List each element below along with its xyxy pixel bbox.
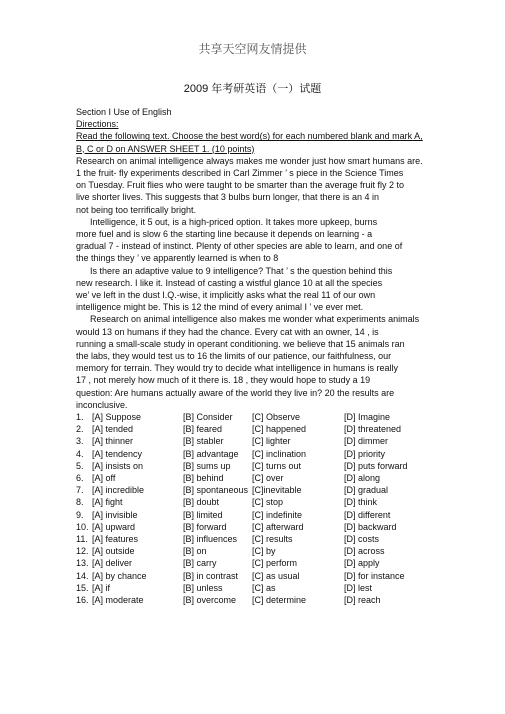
question-number: 4. xyxy=(76,448,84,459)
option-b[interactable]: [B] sums up xyxy=(183,460,231,471)
question-number: 13. xyxy=(76,558,89,569)
page-header: 共享天空网友情提供 xyxy=(198,42,307,56)
option-a[interactable]: [A] off xyxy=(92,473,116,484)
option-d[interactable]: [D] puts forward xyxy=(344,460,408,471)
option-c[interactable]: [C] indefinite xyxy=(252,509,303,520)
option-a[interactable]: [A] moderate xyxy=(92,594,144,605)
question-row xyxy=(76,582,451,594)
option-b[interactable]: [B] feared xyxy=(183,424,223,435)
option-a[interactable]: [A] if xyxy=(92,582,111,593)
option-d[interactable]: [D] apply xyxy=(344,558,380,569)
option-a[interactable]: [A] tendency xyxy=(92,448,143,459)
option-d[interactable]: [D] costs xyxy=(344,533,380,544)
passage-line: question: Are humans actually aware of the world they live in? 20 the results are xyxy=(76,387,395,398)
option-c[interactable]: [C] as usual xyxy=(252,570,300,581)
option-c[interactable]: [C] afterward xyxy=(252,521,304,532)
option-b[interactable]: [B] behind xyxy=(183,473,224,484)
question-row xyxy=(76,545,451,557)
passage-line: we’ ve left in the dust I.Q.-wise, it implicitly asks what the real 11 of our own xyxy=(76,290,376,301)
question-number: 10. xyxy=(76,521,89,532)
passage-line: the labs, they would test us to 16 the limits of our patience, our faithfulness, our xyxy=(76,351,392,362)
option-d[interactable]: [D] think xyxy=(344,497,378,508)
question-row xyxy=(76,448,451,460)
question-number: 1. xyxy=(76,412,84,423)
option-b[interactable]: [B] influences xyxy=(183,533,238,544)
option-d[interactable]: [D] gradual xyxy=(344,485,389,496)
option-b[interactable]: [B] unless xyxy=(183,582,223,593)
option-c[interactable]: [C] turns out xyxy=(252,460,302,471)
directions-line-2: B, C or D on ANSWER SHEET 1. (10 points) xyxy=(76,143,255,154)
option-c[interactable]: [C] as xyxy=(252,582,276,593)
option-d[interactable]: [D] priority xyxy=(344,448,386,459)
question-number: 6. xyxy=(76,473,84,484)
question-row xyxy=(76,533,451,545)
passage-line: on Tuesday. Fruit flies who were taught to be smarter than the average fruit fly 2 to xyxy=(76,180,405,191)
option-b[interactable]: [B] spontaneous xyxy=(183,485,249,496)
option-a[interactable]: [A] tended xyxy=(92,424,134,435)
option-a[interactable]: [A] Suppose xyxy=(92,412,142,423)
passage-line: intelligence might be. This is 12 the mind of every animal I ’ ve ever met. xyxy=(76,302,364,313)
passage-line: would 13 on humans if they had the chance. Every cat with an owner, 14 , is xyxy=(76,326,379,337)
question-number: 15. xyxy=(76,582,89,593)
question-number: 16. xyxy=(76,594,89,605)
exam-title: 2009 年考研英语（一）试题 xyxy=(183,83,322,95)
option-d[interactable]: [D] threatened xyxy=(344,424,402,435)
option-b[interactable]: [B] overcome xyxy=(183,594,237,605)
question-row xyxy=(76,472,451,484)
directions-label: Directions: xyxy=(76,119,119,130)
option-c[interactable]: [C] over xyxy=(252,473,284,484)
option-d[interactable]: [D] different xyxy=(344,509,391,520)
passage-line: inconclusive. xyxy=(76,399,128,410)
passage-line: Research on animal intelligence always makes me wonder just how smart humans are. xyxy=(76,155,423,166)
option-a[interactable]: [A] fight xyxy=(92,497,123,508)
option-c[interactable]: [C] by xyxy=(252,546,276,557)
option-c[interactable]: [C] inclination xyxy=(252,448,307,459)
option-c[interactable]: [C] perform xyxy=(252,558,298,569)
question-number: 2. xyxy=(76,424,84,435)
passage-line: Intelligence, it 5 out, is a high-priced option. It takes more upkeep, burns xyxy=(90,216,378,227)
question-row xyxy=(76,484,451,496)
question-number: 14. xyxy=(76,570,89,581)
question-number: 8. xyxy=(76,497,84,508)
question-number: 11. xyxy=(76,533,88,544)
option-a[interactable]: [A] thinner xyxy=(92,436,134,447)
option-c[interactable]: [C] lighter xyxy=(252,436,291,447)
option-c[interactable]: [C] stop xyxy=(252,497,284,508)
question-row xyxy=(76,570,451,582)
passage-line: new research. I like it. Instead of casting a wistful glance 10 at all the species xyxy=(76,277,383,288)
option-b[interactable]: [B] in contrast xyxy=(183,570,239,581)
option-c[interactable]: [C] Observe xyxy=(252,412,301,423)
option-d[interactable]: [D] Imagine xyxy=(344,412,391,423)
question-row xyxy=(76,460,451,472)
option-b[interactable]: [B] on xyxy=(183,546,207,557)
option-d[interactable]: [D] for instance xyxy=(344,570,405,581)
question-number: 12. xyxy=(76,546,89,557)
passage-line: 17 , not merely how much of it there is. 18 , they would hope to study a 19 xyxy=(76,375,371,386)
option-a[interactable]: [A] outside xyxy=(92,546,135,557)
question-number: 3. xyxy=(76,436,84,447)
question-number: 9. xyxy=(76,509,84,520)
option-d[interactable]: [D] reach xyxy=(344,594,381,605)
passage-line: Research on animal intelligence also makes me wonder what experiments animals xyxy=(90,314,420,325)
question-row xyxy=(76,521,451,533)
directions-line-1: Read the following text. Choose the best word(s) for each numbered blank and mark A, xyxy=(76,131,423,142)
question-row xyxy=(76,435,451,447)
option-b[interactable]: [B] doubt xyxy=(183,497,220,508)
question-number: 7. xyxy=(76,485,84,496)
option-a[interactable]: [A] invisible xyxy=(92,509,138,520)
question-row xyxy=(76,496,451,508)
passage-line: running a small-scale study in operant conditioning. we believe that 15 animals ran xyxy=(76,338,405,349)
option-b[interactable]: [B] carry xyxy=(183,558,217,569)
option-a[interactable]: [A] deliver xyxy=(92,558,133,569)
option-c[interactable]: [C] results xyxy=(252,533,293,544)
option-b[interactable]: [B] limited xyxy=(183,509,223,520)
option-c[interactable]: [C]inevitable xyxy=(252,485,302,496)
option-a[interactable]: [A] incredible xyxy=(92,485,145,496)
question-row xyxy=(76,411,451,423)
document-body xyxy=(76,106,451,606)
passage-line: live shorter lives. This suggests that 3 bulbs burn longer, that there is an 4 in xyxy=(76,192,380,203)
option-a[interactable]: [A] by chance xyxy=(92,570,147,581)
option-d[interactable]: [D] across xyxy=(344,546,385,557)
question-row xyxy=(76,557,451,569)
question-number: 5. xyxy=(76,460,84,471)
option-c[interactable]: [C] happened xyxy=(252,424,307,435)
option-b[interactable]: [B] stabler xyxy=(183,436,224,447)
passage-line: more fuel and is slow 6 the starting line because it depends on learning - a xyxy=(76,229,373,240)
passage-line: memory for terrain. They would try to decide what intelligence in humans is really xyxy=(76,363,398,374)
option-c[interactable]: [C] determine xyxy=(252,594,307,605)
question-row xyxy=(76,594,451,606)
passage-line: the things they ’ ve apparently learned is when to 8 xyxy=(76,253,279,264)
option-a[interactable]: [A] insists on xyxy=(92,460,144,471)
passage-line: gradual 7 - instead of instinct. Plenty of other species are able to learn, and one of xyxy=(76,241,403,252)
passage xyxy=(76,155,451,411)
passage-line: Is there an adaptive value to 9 intelligence? That ’ s the question behind this xyxy=(90,265,393,276)
question-row xyxy=(76,509,451,521)
option-d[interactable]: [D] dimmer xyxy=(344,436,389,447)
option-d[interactable]: [D] lest xyxy=(344,582,373,593)
passage-line: not being too terrifically bright. xyxy=(76,204,197,215)
option-d[interactable]: [D] backward xyxy=(344,521,397,532)
question-list xyxy=(76,411,451,606)
option-d[interactable]: [D] along xyxy=(344,473,381,484)
option-b[interactable]: [B] advantage xyxy=(183,448,239,459)
option-b[interactable]: [B] Consider xyxy=(183,412,233,423)
option-a[interactable]: [A] features xyxy=(92,533,139,544)
option-b[interactable]: [B] forward xyxy=(183,521,227,532)
option-a[interactable]: [A] upward xyxy=(92,521,136,532)
question-row xyxy=(76,423,451,435)
section-heading: Section I Use of English xyxy=(76,107,172,117)
passage-line: 1 the fruit- fly experiments described in Carl Zimmer ’ s piece in the Science Times xyxy=(76,168,404,179)
